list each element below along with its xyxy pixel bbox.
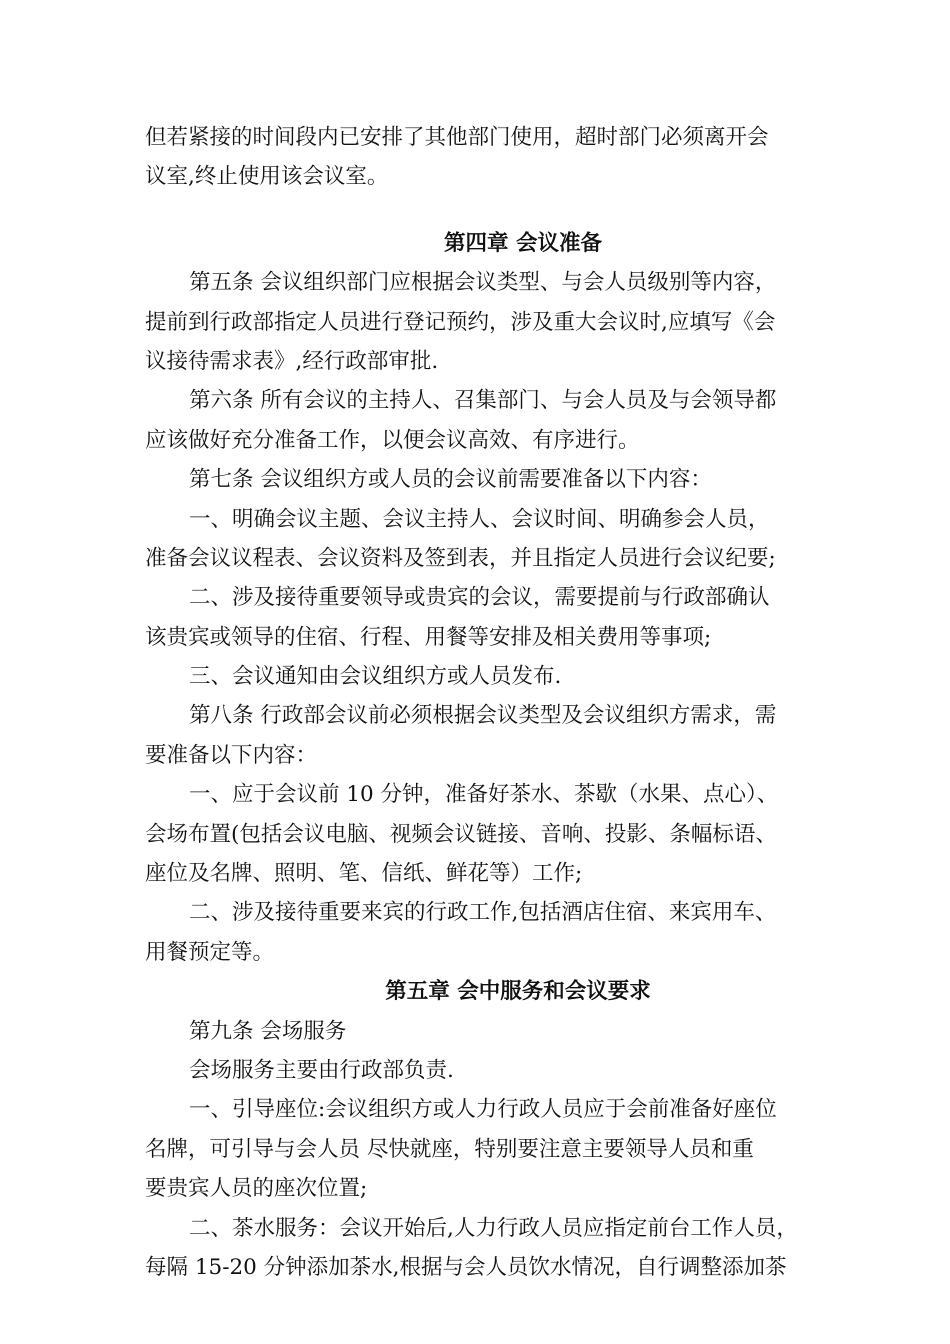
paragraph-line: 座位及名牌、照明、笔、信纸、鲜花等）工作;: [145, 861, 583, 887]
list-item-line: 一、明确会议主题、会议主持人、会议时间、明确参会人员，: [189, 506, 770, 532]
list-item-line: 二、涉及接待重要来宾的行政工作,包括酒店住宿、来宾用车、: [189, 900, 777, 926]
list-item-line: 一、应于会议前 10 分钟，准备好茶水、茶歇（水果、点心）、: [189, 782, 779, 808]
paragraph-line: 议接待需求表》,经行政部审批.: [145, 348, 439, 374]
paragraph-line: 准备会议议程表、会议资料及签到表，并且指定人员进行会议纪要;: [145, 545, 776, 571]
paragraph-line: 但若紧接的时间段内已安排了其他部门使用，超时部门必须离开会: [145, 125, 769, 150]
list-item-line: 三、会议通知由会议组织方或人员发布.: [189, 664, 562, 690]
list-item-line: 二、涉及接待重要领导或贵宾的会议，需要提前与行政部确认: [189, 585, 770, 611]
paragraph-line: 会场服务主要由行政部负责.: [189, 1057, 454, 1083]
blank-spacer: [145, 197, 815, 224]
paragraph-line: 提前到行政部指定人员进行登记预约，涉及重大会议时,应填写《会: [145, 309, 776, 335]
paragraph-line: 用餐预定等。: [145, 939, 275, 965]
paragraph-line: 要准备以下内容：: [145, 742, 318, 768]
article-6-line: 第六条 所有会议的主持人、召集部门、与会人员及与会领导都: [189, 388, 777, 414]
article-9-line: 第九条 会场服务: [189, 1018, 347, 1044]
chapter-heading-5: 第五章 会中服务和会议要求: [385, 979, 651, 1005]
article-5-line: 第五条 会议组织部门应根据会议类型、与会人员级别等内容，: [189, 270, 777, 296]
article-7-line: 第七条 会议组织方或人员的会议前需要准备以下内容：: [189, 467, 712, 493]
paragraph-line: 应该做好充分准备工作，以便会议高效、有序进行。: [145, 427, 640, 453]
paragraph-line: 议室,终止使用该会议室。: [145, 164, 389, 190]
paragraph-line: 会场布置(包括会议电脑、视频会议链接、音响、投影、条幅标语、: [145, 821, 777, 847]
paragraph-line: 名牌，可引导与会人员 尽快就座，特别要注意主要领导人员和重: [145, 1136, 754, 1162]
list-item-line: 二、茶水服务：会议开始后,人力行政人员应指定前台工作人员，: [189, 1215, 798, 1241]
paragraph-line: 该贵宾或领导的住宿、行程、用餐等安排及相关费用等事项;: [145, 624, 712, 650]
paragraph-line: 要贵宾人员的座次位置;: [145, 1176, 368, 1202]
paragraph-line: 每隔 15-20 分钟添加茶水,根据与会人员饮水情况，自行调整添加茶: [145, 1254, 787, 1280]
document-body: [145, 118, 815, 1287]
list-item-line: 一、引导座位:会议组织方或人力行政人员应于会前准备好座位: [189, 1097, 777, 1123]
chapter-heading-4: 第四章 会议准备: [444, 230, 602, 256]
article-8-line: 第八条 行政部会议前必须根据会议类型及会议组织方需求，需: [189, 703, 777, 729]
